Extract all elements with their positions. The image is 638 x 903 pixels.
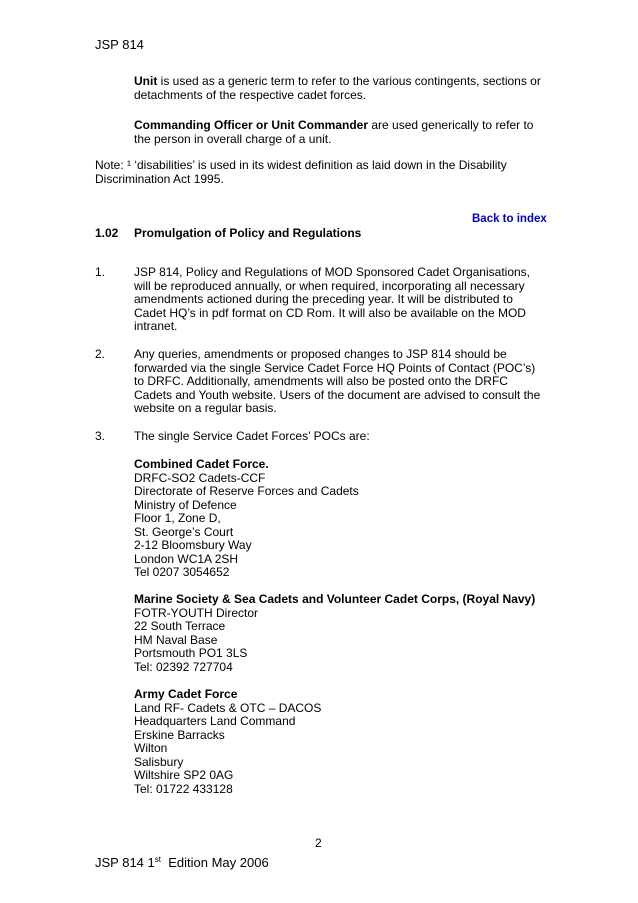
contact-title: Marine Society & Sea Cadets and Volunteer Cadet Corps, (Royal Navy) xyxy=(134,592,536,606)
section-title: Promulgation of Policy and Regulations xyxy=(134,226,362,240)
footnote-line: Discrimination Act 1995. xyxy=(95,171,224,186)
definition-term: Unit xyxy=(134,74,158,88)
section-number: 1.02 xyxy=(95,226,119,240)
paragraph-1: JSP 814, Policy and Regulations of MOD Sponsored Cadet Organisations, will be reproduced annually, or when required, incorporating all necessary amendments actioned during the preceding year. It will be distributed to Cadet HQ’s in pdf format on CD Rom. It will also be available on the MOD intranet. xyxy=(134,265,530,333)
footnote xyxy=(95,159,507,186)
contact-title: Army Cadet Force xyxy=(134,687,238,701)
definition-text: are used generically to refer to xyxy=(368,118,534,132)
page-number: 2 xyxy=(315,836,322,850)
footnote-line: Note: ¹ ‘disabilities’ is used in its widest definition as laid down in the Disability xyxy=(95,158,507,172)
definition-commanding-officer xyxy=(134,119,533,146)
paragraph-2: Any queries, amendments or proposed changes to JSP 814 should be forwarded via the single Service Cadet Force HQ Points of Contact (POC’s) to DRFC. Additionally, amendments will also be posted onto the DRFC Cadets and Youth website. Users of the document are advised to consult the website on a regular basis. xyxy=(134,347,541,415)
contact-title: Combined Cadet Force. xyxy=(134,457,269,471)
paragraph-number: 2. xyxy=(95,347,106,361)
edition-footer: JSP 814 1st Edition May 2006 xyxy=(95,855,269,870)
definition-text: is used as a generic term to refer to the various contingents, sections or xyxy=(157,74,541,88)
paragraph-3: The single Service Cadet Forces’ POCs are: xyxy=(134,429,370,443)
definition-text: detachments of the respective cadet forces. xyxy=(134,87,367,102)
definition-unit xyxy=(134,75,541,102)
paragraph-number: 3. xyxy=(95,429,106,443)
contact-combined-cadet-force: Combined Cadet Force. DRFC-SO2 Cadets-CCF Directorate of Reserve Forces and Cadets Ministry of Defence Floor 1, Zone D, St. George’s Court 2-12 Bloomsbury Way London WC1A 2SH Tel 0207 3054652 xyxy=(134,457,359,579)
running-header: JSP 814 xyxy=(95,37,144,52)
contact-sea-cadets: Marine Society & Sea Cadets and Volunteer Cadet Corps, (Royal Navy) FOTR-YOUTH Director 22 South Terrace HM Naval Base Portsmouth PO1 3LS Tel: 02392 727704 xyxy=(134,592,536,674)
definition-text: the person in overall charge of a unit. xyxy=(134,131,332,146)
contact-army-cadet-force: Army Cadet Force Land RF- Cadets & OTC – DACOS Headquarters Land Command Erskine Barracks Wilton Salisbury Wiltshire SP2 0AG Tel: 01722 433128 xyxy=(134,687,322,796)
paragraph-number: 1. xyxy=(95,265,106,279)
definition-term: Commanding Officer or Unit Commander xyxy=(134,118,369,132)
back-to-index-link[interactable]: Back to index xyxy=(472,213,547,225)
